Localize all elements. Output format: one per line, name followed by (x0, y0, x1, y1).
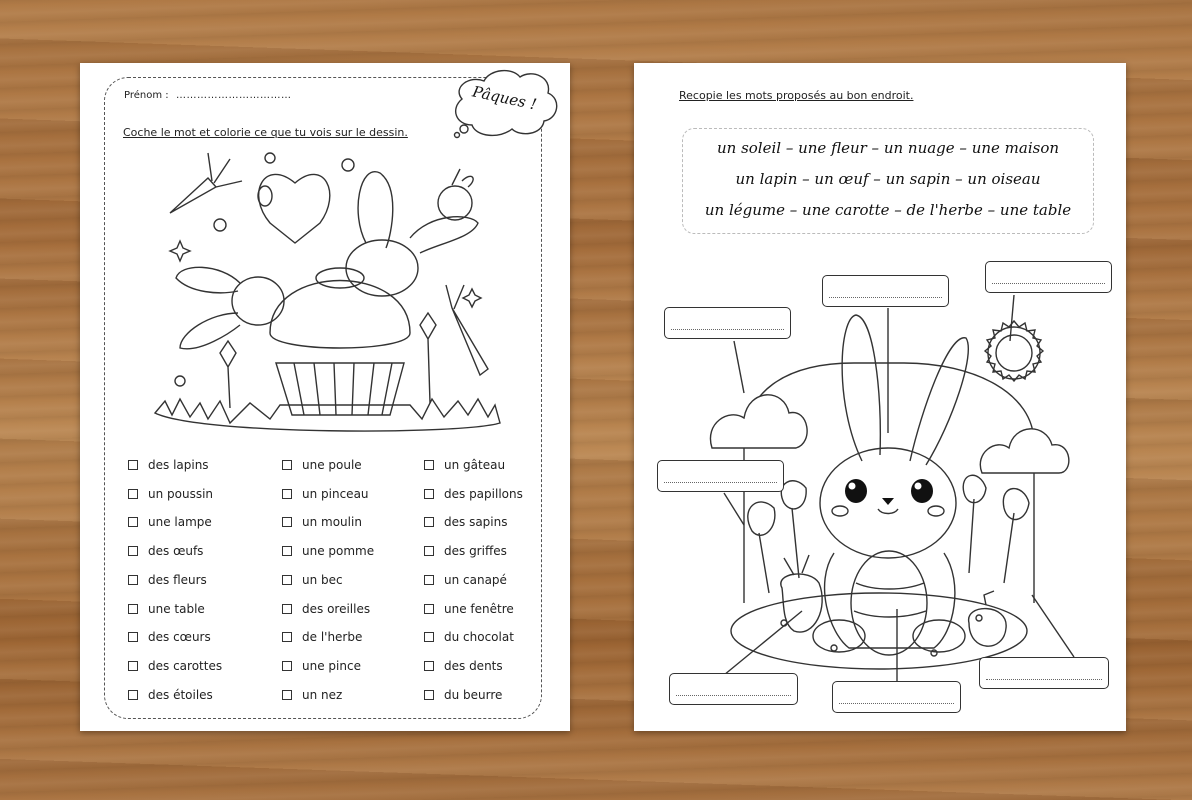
list-item[interactable]: des oreilles (282, 602, 370, 616)
cupcake-icon (270, 281, 410, 349)
checkbox[interactable] (282, 489, 292, 499)
list-item[interactable]: des sapins (424, 515, 507, 529)
checkbox[interactable] (128, 604, 138, 614)
prenom-field[interactable]: …………………………… (176, 90, 292, 101)
carrot-icon (170, 178, 216, 213)
list-item[interactable]: des dents (424, 659, 503, 673)
checkbox[interactable] (424, 604, 434, 614)
checkbox[interactable] (424, 546, 434, 556)
apple-icon (438, 186, 472, 220)
word-bank-line: un légume – une carotte – de l'herbe – une table (704, 201, 1072, 219)
left-instruction: Coche le mot et colorie ce que tu vois sur le dessin. (123, 126, 408, 139)
list-item[interactable]: un nez (282, 688, 342, 702)
list-item[interactable]: une poule (282, 458, 362, 472)
list-item[interactable]: des lapins (128, 458, 209, 472)
checkbox[interactable] (128, 575, 138, 585)
checkbox[interactable] (128, 460, 138, 470)
checkbox[interactable] (424, 460, 434, 470)
list-item[interactable]: une pomme (282, 544, 374, 558)
checkbox[interactable] (128, 546, 138, 556)
list-item[interactable]: un gâteau (424, 458, 505, 472)
checkbox[interactable] (282, 460, 292, 470)
checkbox[interactable] (424, 489, 434, 499)
list-item[interactable]: des griffes (424, 544, 507, 558)
worksheet-left (80, 63, 570, 731)
list-item[interactable]: des cœurs (128, 630, 211, 644)
checkbox[interactable] (128, 489, 138, 499)
checkbox[interactable] (424, 575, 434, 585)
checkbox[interactable] (282, 546, 292, 556)
heart-icon (259, 174, 330, 243)
label-box-cloud[interactable] (664, 307, 791, 339)
label-box-bunny[interactable] (822, 275, 949, 307)
label-box-sun[interactable] (985, 261, 1112, 293)
checkbox[interactable] (282, 632, 292, 642)
checkbox[interactable] (424, 690, 434, 700)
list-item[interactable]: un moulin (282, 515, 362, 529)
paques-badge: Pâques ! (470, 82, 539, 114)
list-item[interactable]: un pinceau (282, 487, 369, 501)
bunny-labeling-illustration (634, 63, 1126, 731)
list-item[interactable]: du beurre (424, 688, 502, 702)
checkbox[interactable] (424, 517, 434, 527)
label-box-grass[interactable] (979, 657, 1109, 689)
word-bank-line: un soleil – une fleur – un nuage – une maison (716, 139, 1060, 157)
egg-icon (851, 551, 927, 655)
checkbox[interactable] (282, 575, 292, 585)
checkbox[interactable] (128, 517, 138, 527)
cloud-icon (980, 429, 1069, 473)
list-item[interactable]: des carottes (128, 659, 222, 673)
checkbox[interactable] (282, 690, 292, 700)
checkbox[interactable] (128, 661, 138, 671)
list-item[interactable]: un canapé (424, 573, 507, 587)
cloud-icon (710, 395, 807, 448)
list-item[interactable]: des étoiles (128, 688, 213, 702)
list-item[interactable]: une lampe (128, 515, 212, 529)
list-item[interactable]: des fleurs (128, 573, 207, 587)
pumpkin-icon (969, 609, 1007, 647)
word-bank-line: un lapin – un œuf – un sapin – un oiseau (735, 170, 1041, 188)
list-item[interactable]: du chocolat (424, 630, 514, 644)
label-box-egg[interactable] (832, 681, 961, 713)
label-box-vegetable[interactable] (669, 673, 798, 705)
checkbox[interactable] (282, 661, 292, 671)
prenom-label: Prénom : (124, 90, 169, 101)
checkbox[interactable] (128, 690, 138, 700)
list-item[interactable]: de l'herbe (282, 630, 362, 644)
list-item[interactable]: une fenêtre (424, 602, 514, 616)
checkbox[interactable] (424, 632, 434, 642)
right-instruction: Recopie les mots proposés au bon endroit. (679, 89, 914, 102)
list-item[interactable]: une table (128, 602, 205, 616)
list-item[interactable]: des papillons (424, 487, 523, 501)
label-box-flower[interactable] (657, 460, 784, 492)
checkbox[interactable] (282, 517, 292, 527)
list-item[interactable]: des œufs (128, 544, 203, 558)
checkbox[interactable] (282, 604, 292, 614)
list-item[interactable]: un poussin (128, 487, 213, 501)
worksheet-right (634, 63, 1126, 731)
list-item[interactable]: un bec (282, 573, 343, 587)
checkbox[interactable] (128, 632, 138, 642)
list-item[interactable]: une pince (282, 659, 361, 673)
checkbox[interactable] (424, 661, 434, 671)
